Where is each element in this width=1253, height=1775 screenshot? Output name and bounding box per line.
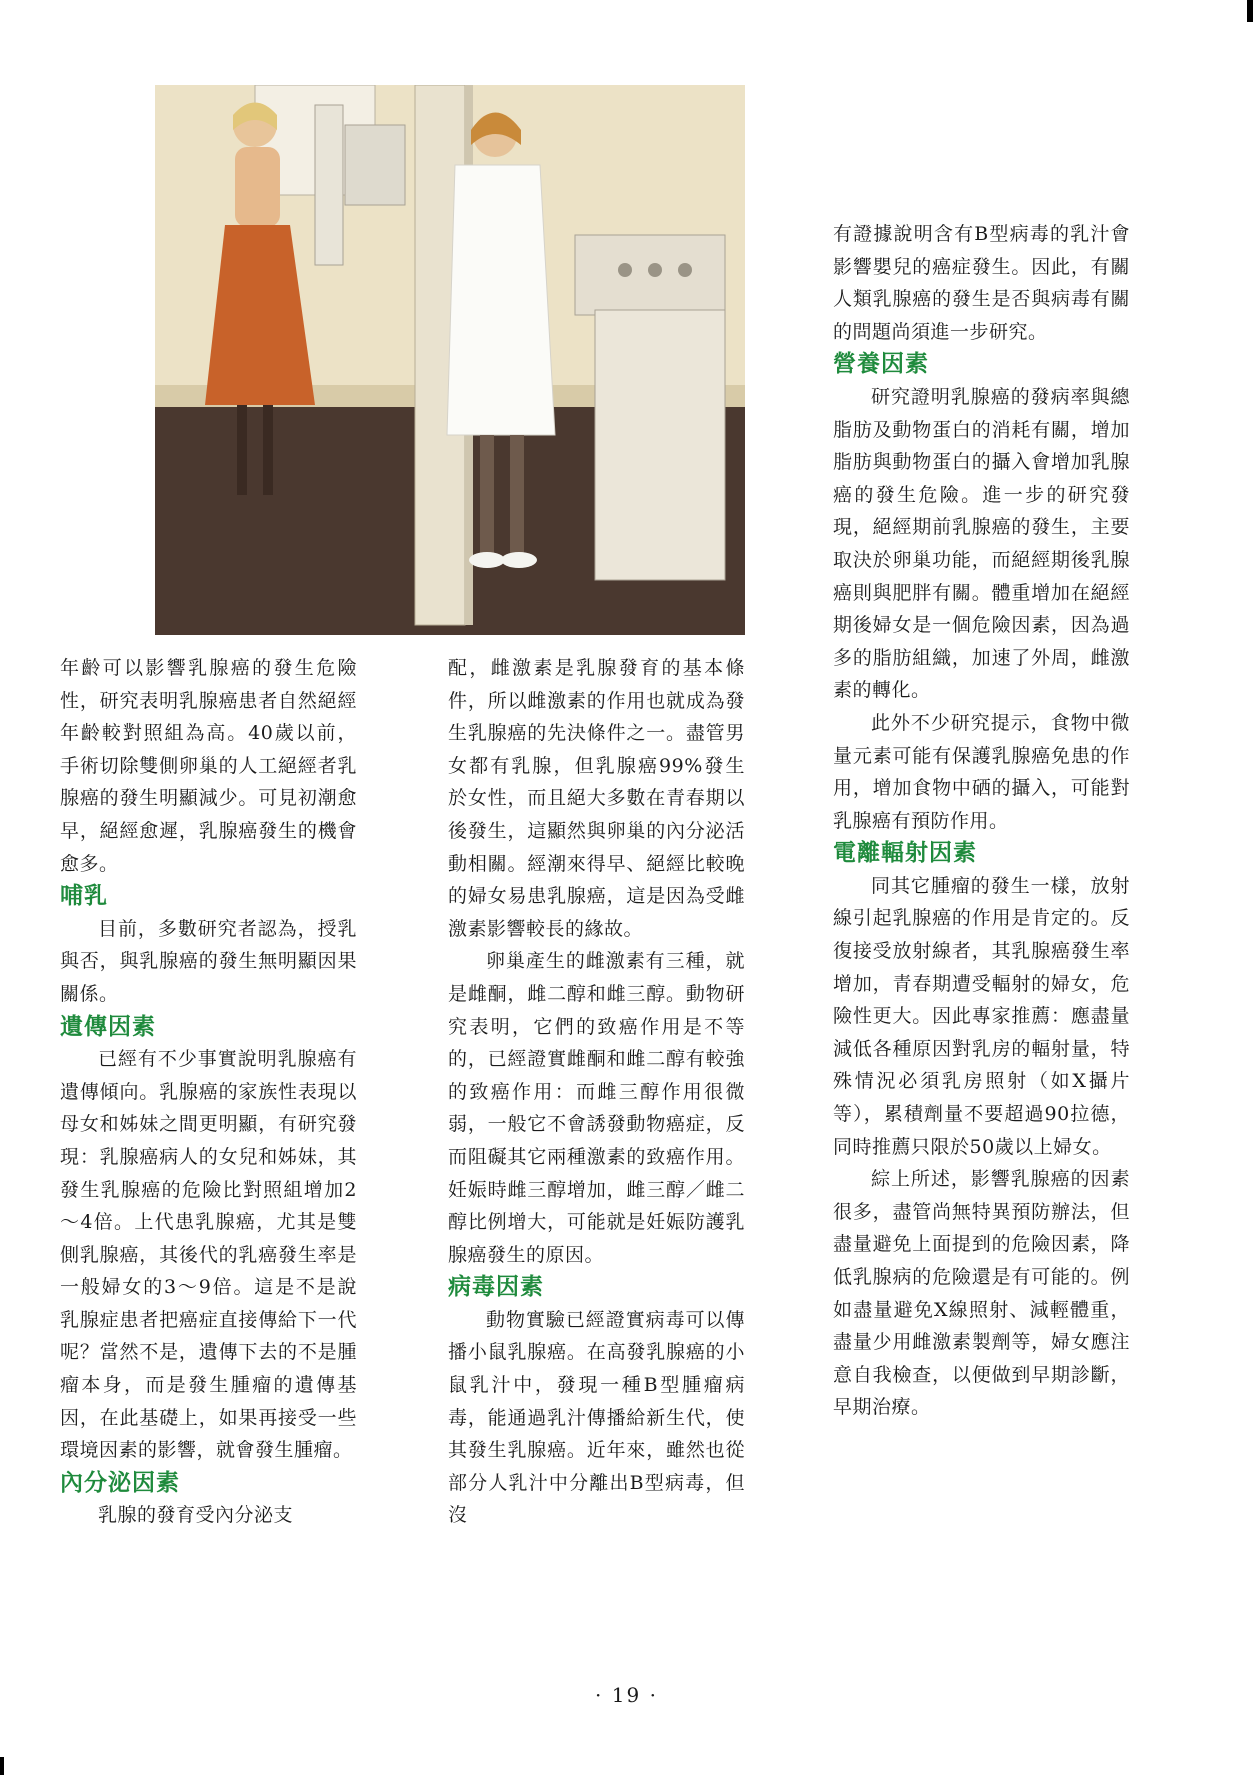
paragraph-age-factor: 年齡可以影響乳腺癌的發生危險性，研究表明乳腺癌患者自然絕經年齡較對照組為高。40歲以前，手術切除雙側卵巢的人工絕經者乳腺癌的發生明顯減少。可見初潮愈早，絕經愈遲，乳腺癌發生的機會愈多。 bbox=[60, 657, 357, 875]
paragraph-nutrition-factors: 研究證明乳腺癌的發病率與總脂肪及動物蛋白的消耗有關，增加脂肪與動物蛋白的攝入會增加乳腺癌的發生危險。進一步的研究發現，絕經期前乳腺癌的發生，主要取決於卵巢功能，而絕經期後乳腺癌則與肥胖有關。體重增加在絕經期後婦女是一個危險因素，因為過多的脂肪組織，加速了外周，雌激素的轉化。 bbox=[833, 385, 1130, 702]
scan-edge-mark-bottom bbox=[0, 1757, 4, 1775]
heading-virus-factors: 病毒因素 bbox=[448, 1274, 544, 1301]
page-number: · 19 · bbox=[595, 1683, 658, 1707]
paragraph-genetic-factors: 已經有不少事實說明乳腺癌有遺傳傾向。乳腺癌的家族性表現以母女和姊妹之間更明顯，有研究發現：乳腺癌病人的女兒和姊妹，其發生乳腺癌的危險比對照組增加2～4倍。上代患乳腺癌，尤其是雙側乳腺癌，其後代的乳癌發生率是一般婦女的3～9倍。這是不是說乳腺症患者把癌症直接傳給下一代呢？當然不是，遺傳下去的不是腫瘤本身，而是發生腫瘤的遺傳基因，在此基礎上，如果再接受一些環境因素的影響，就會發生腫瘤。 bbox=[60, 1048, 357, 1462]
paragraph-breastfeeding: 目前，多數研究者認為，授乳與否，與乳腺癌的發生無明顯因果關係。 bbox=[60, 917, 357, 1005]
heading-genetic-factors: 遺傳因素 bbox=[60, 1013, 156, 1040]
text-column-1 bbox=[60, 652, 357, 1532]
mammography-photo-illustration bbox=[155, 85, 745, 635]
heading-nutrition-factors: 營養因素 bbox=[833, 351, 929, 378]
paragraph-virus-factors: 動物實驗已經證實病毒可以傳播小鼠乳腺癌。在高發乳腺癌的小鼠乳汁中，發現一種B型腫瘤病毒，能通過乳汁傳播給新生代，使其發生乳腺癌。近年來，雖然也從部分人乳汁中分離出B型病毒，但沒 bbox=[448, 1308, 745, 1527]
heading-breastfeeding: 哺乳 bbox=[60, 883, 108, 910]
text-column-2 bbox=[448, 652, 745, 1532]
scan-edge-mark-top bbox=[1247, 0, 1253, 22]
paragraph-conclusion: 綜上所述，影響乳腺癌的因素很多，盡管尚無特異預防辦法，但盡量避免上面提到的危險因素，降低乳腺病的危險還是有可能的。例如盡量避免X線照射、減輕體重，盡量少用雌激素製劑等，婦女應注意自我檢查，以便做到早期診斷，早期治療。 bbox=[833, 1168, 1130, 1419]
paragraph-endocrine-cont: 配，雌激素是乳腺發育的基本條件，所以雌激素的作用也就成為發生乳腺癌的先決條件之一。盡管男女都有乳腺，但乳腺癌99%發生於女性，而且絕大多數在青春期以後發生，這顯然與卵巢的內分泌活動相關。經潮來得早、絕經比較晚的婦女易患乳腺癌，這是因為受雌激素影響較長的緣故。 bbox=[448, 657, 745, 940]
paragraph-virus-cont: 有證據說明含有B型病毒的乳汁會影響嬰兒的癌症發生。因此，有關人類乳腺癌的發生是否與病毒有關的問題尚須進一步研究。 bbox=[833, 223, 1130, 343]
paragraph-radiation-factors: 同其它腫瘤的發生一樣，放射線引起乳腺癌的作用是肯定的。反復接受放射線者，其乳腺癌發生率增加，青春期遭受輻射的婦女，危險性更大。因此專家推薦：應盡量減低各種原因對乳房的輻射量，特殊情況必須乳房照射（如X攝片等），累積劑量不要超過90拉德，同時推薦只限於50歲以上婦女。 bbox=[833, 874, 1130, 1158]
paragraph-estrogen-types: 卵巢產生的雌激素有三種，就是雌酮，雌二醇和雌三醇。動物研究表明，它們的致癌作用是不等的，已經證實雌酮和雌二醇有較強的致癌作用：而雌三醇作用很微弱，一般它不會誘發動物癌症，反而阻礙其它兩種激素的致癌作用。妊娠時雌三醇增加，雌三醇／雌二醇比例增大，可能就是妊娠防護乳腺癌發生的原因。 bbox=[448, 950, 745, 1266]
heading-endocrine-factors: 內分泌因素 bbox=[60, 1469, 180, 1496]
paragraph-trace-elements: 此外不少研究提示，食物中微量元素可能有保護乳腺癌免患的作用，增加食物中硒的攝入，可能對乳腺癌有預防作用。 bbox=[833, 711, 1130, 832]
heading-radiation-factors: 電離輻射因素 bbox=[833, 840, 977, 867]
text-column-3 bbox=[833, 218, 1130, 1424]
mammography-photo bbox=[155, 85, 745, 635]
paragraph-endocrine-start: 乳腺的發育受內分泌支 bbox=[98, 1504, 294, 1527]
